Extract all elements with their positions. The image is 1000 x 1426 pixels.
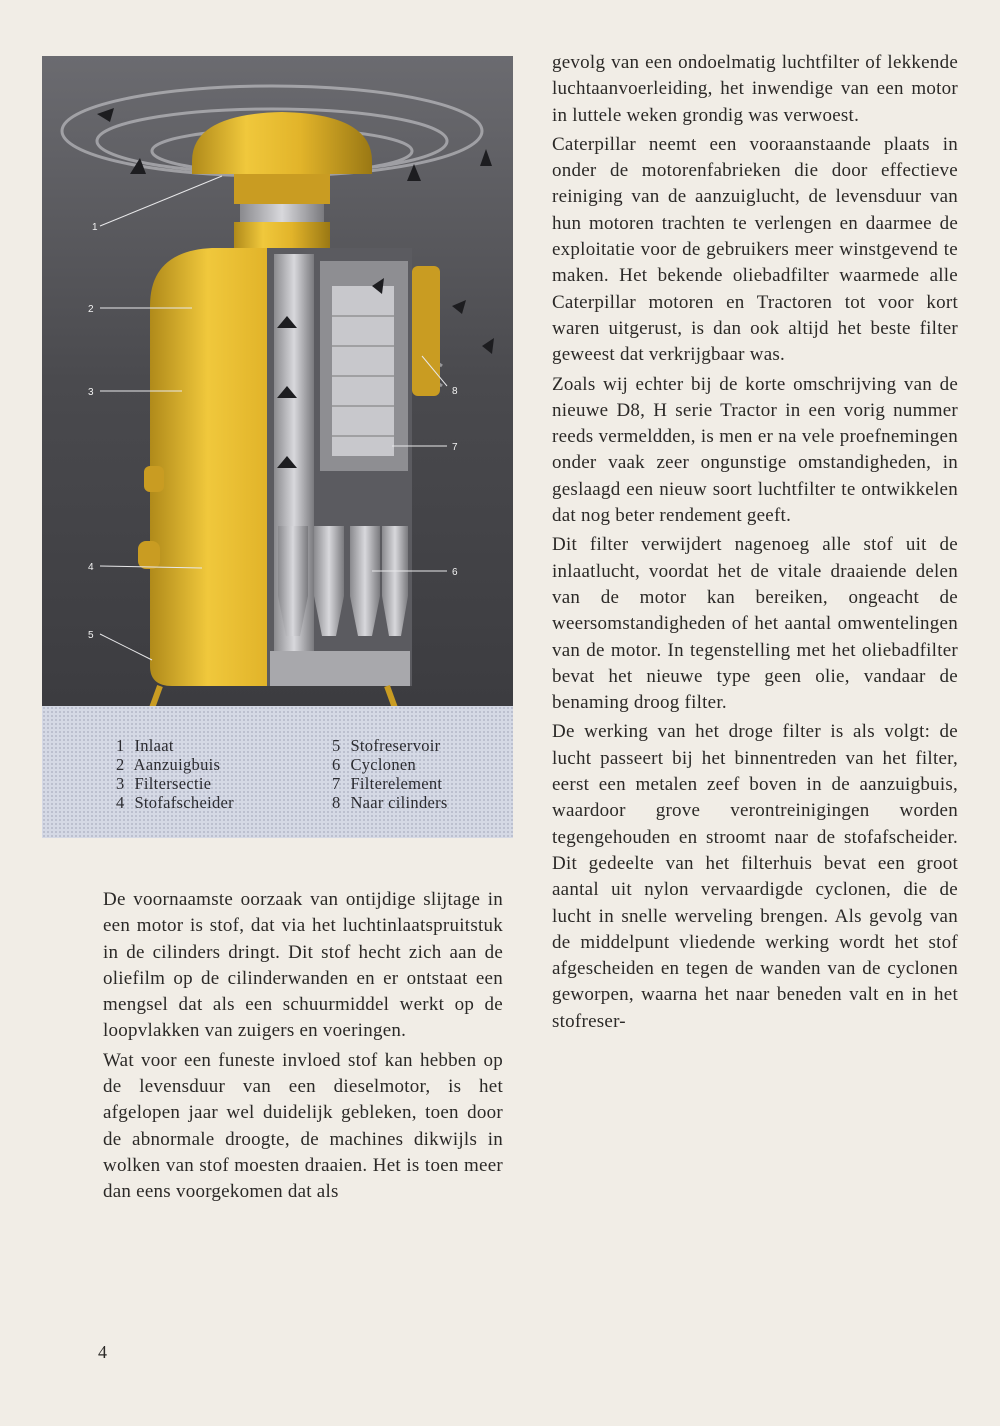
paragraph: De voornaamste oorzaak van ontijdige slijtage in een motor is stof, dat via het luchtinlaatspruitstuk in de cilinders dringt. Dit stof hecht zich aan de oliefilm op de cilinderwanden en er ontstaat een mengsel dat als een schuurmiddel werkt op de loopvlakken van zuigers en voeringen.: [103, 889, 503, 1042]
paragraph: Wat voor een funeste invloed stof kan hebben op de levensduur van een dieselmotor, is het afgelopen jaar wel duidelijk gebleken, toen door de abnormale droogte, de machines dikwijls in wolken van stof moesten draaien. Het is toen meer dan eens voorgekomen dat als: [103, 1049, 503, 1203]
left-text-column: [103, 887, 503, 1206]
legend-item: 4 Stofafscheider: [116, 793, 234, 812]
legend-column-left: [116, 736, 234, 812]
callout-2: 2: [88, 304, 94, 315]
callout-5: 5: [88, 630, 94, 641]
paragraph: De werking van het droge filter is als volgt: de lucht passeert bij het binnentreden van het filter, eerst een metalen zeef boven in de aanzuigbuis, waardoor grove verontreinigingen worden tegengehouden en stroomt naar de stofafscheider. Dit gedeelte van het filterhuis bevat een groot aantal uit nylon vervaardigde cyclonen, die de lucht in snelle werveling brengen. Als gevolg van de middelpunt vliedende werking wordt het stof afgescheiden en tegen de wanden van de cyclonen geworpen, waarna het naar beneden valt en in het stofreser-: [552, 721, 958, 1032]
callout-7: 7: [452, 442, 458, 453]
callout-8: 8: [452, 386, 458, 397]
legend-item: 7 Filterelement: [332, 774, 443, 793]
paragraph: Dit filter verwijdert nagenoeg alle stof uit de inlaatlucht, voordat het de vitale draaiende delen van de motor kan bereiken, ongeacht de weersomstandigheden of het aantal omwentelingen van de motor. In tegenstelling met het oliebadfilter bevat het nieuwe type geen olie, vandaar de benaming droog filter.: [552, 534, 958, 714]
legend-item: 6 Cyclonen: [332, 755, 417, 774]
page-number: 4: [98, 1342, 107, 1362]
legend-item: 5 Stofreservoir: [332, 736, 441, 755]
legend-item: 2 Aanzuigbuis: [116, 755, 221, 774]
dust-reservoir: [270, 651, 410, 686]
callout-3: 3: [88, 387, 94, 398]
paragraph: gevolg van een ondoelmatig luchtfilter of lekkende luchtaanvoerleiding, het inwendige van een motor in luttele weken grondig was verwoest.: [552, 52, 958, 126]
right-text-column: [552, 50, 958, 1035]
callout-1: 1: [92, 222, 98, 233]
filter-element: [332, 286, 394, 456]
legend-column-right: [332, 736, 448, 812]
legend-item: 8 Naar cilinders: [332, 793, 448, 812]
legend-item: 1 Inlaat: [116, 736, 174, 755]
callout-6: 6: [452, 567, 458, 578]
callout-4: 4: [88, 562, 94, 573]
air-filter-cutaway-illustration: [42, 56, 513, 706]
legend-item: 3 Filtersectie: [116, 774, 212, 793]
figure-legend: [42, 706, 513, 838]
paragraph: Zoals wij echter bij de korte omschrijving van de nieuwe D8, H serie Tractor in een vorig nummer reeds vermeldden, is men er na vele proefnemingen onder vaak zeer ongunstige omstandigheden, in geslaagd een nieuw soort luchtfilter te ontwikkelen dat nog beter rendement geeft.: [552, 373, 958, 527]
air-filter-figure: [42, 56, 513, 838]
paragraph: Caterpillar neemt een vooraanstaande plaats in onder de motorenfabrieken die door effectieve reiniging van de aanzuiglucht, de levensduur van hun motoren trachten te verlengen en daarmee de exploitatie voor de gebruikers meer winstgevend te maken. Het bekende oliebadfilter waarmede alle Caterpillar motoren en Tractoren tot voor kort waren uitgerust, is dan ook altijd het beste filter geweest dat verkrijgbaar was.: [552, 133, 958, 366]
